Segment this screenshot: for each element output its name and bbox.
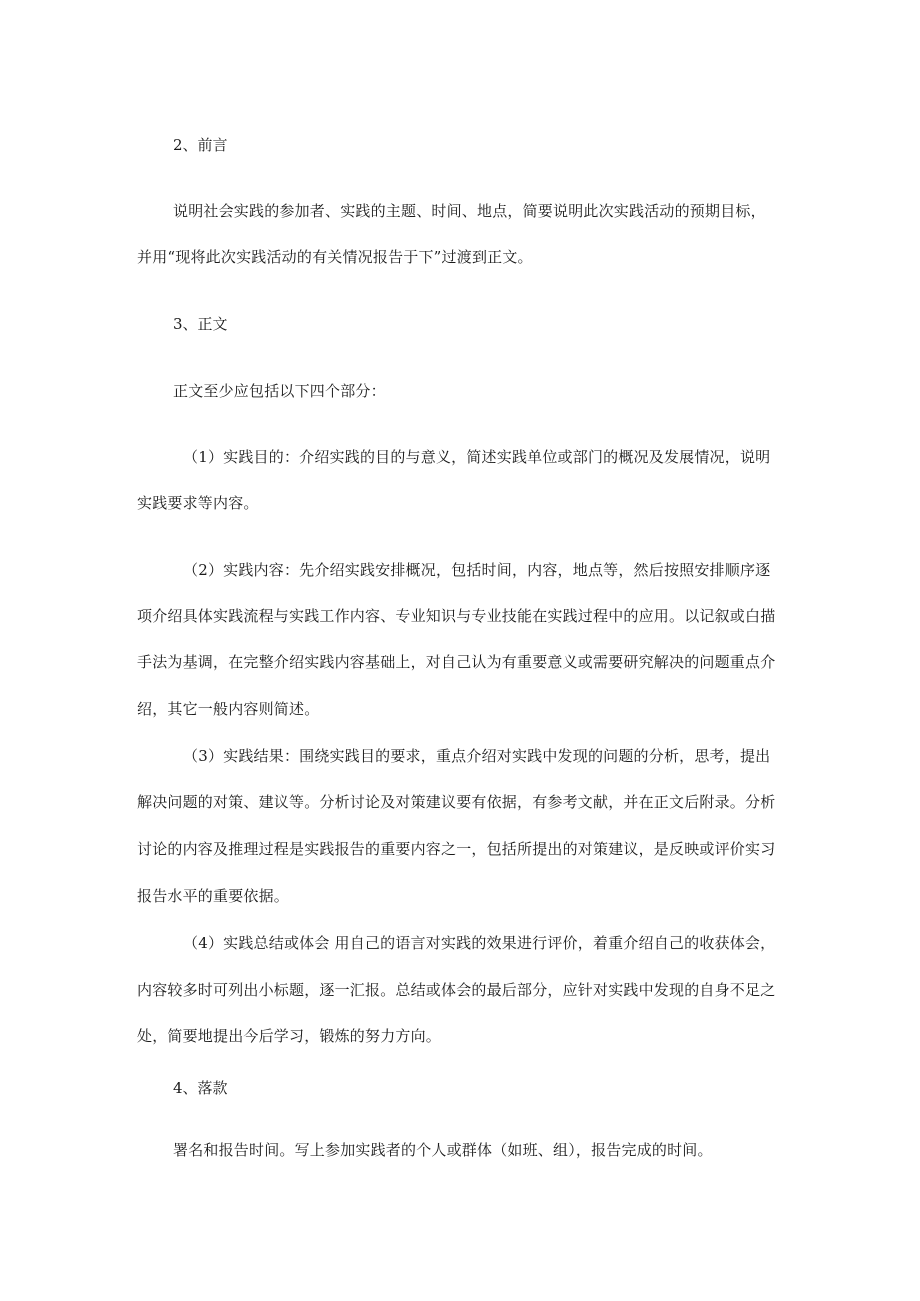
part-3-line-3: 讨论的内容及推理过程是实践报告的重要内容之一，包括所提出的对策建议，是反映或评价实习 — [137, 840, 776, 858]
section-2-line-1: 说明社会实践的参加者、实践的主题、时间、地点，简要说明此次实践活动的预期目标， — [173, 202, 766, 220]
part-1-line-2: 实践要求等内容。 — [137, 494, 259, 512]
part-4-line-3: 处，简要地提出今后学习，锻炼的努力方向。 — [137, 1027, 442, 1045]
section-2-line-2: 并用“现将此次实践活动的有关情况报告于下”过渡到正文。 — [137, 248, 533, 266]
part-1-line-1: （1）实践目的：介绍实践的目的与意义，简述实践单位或部门的概况及发展情况，说明 — [183, 448, 771, 466]
part-4-line-1: （4）实践总结或体会 用自己的语言对实践的效果进行评价，着重介绍自己的收获体会， — [183, 934, 776, 952]
section-4-heading: 4、落款 — [173, 1079, 228, 1097]
part-2-line-2: 项介绍具体实践流程与实践工作内容、专业知识与专业技能在实践过程中的应用。以记叙或白描 — [137, 607, 776, 625]
section-2-heading: 2、前言 — [173, 136, 228, 154]
part-4-line-2: 内容较多时可列出小标题，逐一汇报。总结或体会的最后部分，应针对实践中发现的自身不足之 — [137, 981, 776, 999]
section-3-intro: 正文至少应包括以下四个部分： — [173, 382, 386, 400]
part-3-line-4: 报告水平的重要依据。 — [137, 887, 290, 905]
part-3-line-2: 解决问题的对策、建议等。分析讨论及对策建议要有依据，有参考文献，并在正文后附录。分析 — [137, 793, 776, 811]
part-2-line-4: 绍，其它一般内容则简述。 — [137, 700, 320, 718]
part-2-line-3: 手法为基调，在完整介绍实践内容基础上，对自己认为有重要意义或需要研究解决的问题重点介 — [137, 653, 776, 671]
section-4-line-1: 署名和报告时间。写上参加实践者的个人或群体（如班、组），报告完成的时间。 — [173, 1141, 713, 1159]
part-2-line-1: （2）实践内容：先介绍实践安排概况，包括时间，内容，地点等，然后按照安排顺序逐 — [183, 561, 771, 579]
part-3-line-1: （3）实践结果：围绕实践目的要求，重点介绍对实践中发现的问题的分析，思考，提出 — [183, 747, 771, 765]
section-3-heading: 3、正文 — [173, 315, 228, 333]
